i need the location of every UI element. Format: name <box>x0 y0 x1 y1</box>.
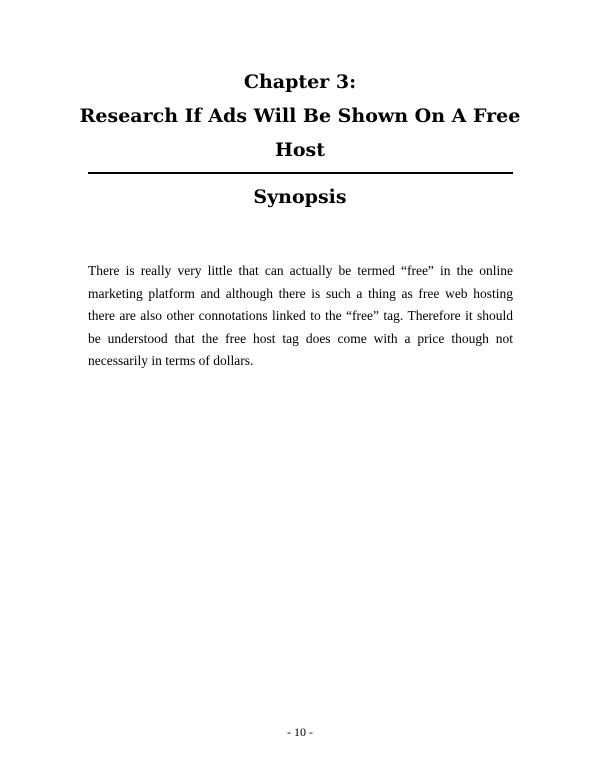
chapter-heading-number: Chapter 3: <box>243 71 357 93</box>
chapter-heading-title-line: Research If Ads Will Be Shown On A Free <box>79 105 521 127</box>
heading-divider <box>88 172 513 174</box>
chapter-heading-title-continuation: Host <box>274 139 326 161</box>
section-title: Synopsis <box>253 186 347 208</box>
synopsis-paragraph: There is really very little that can actually be termed “free” in the online marketing platform and although there is such a thing as free web hosting there are also other connotations linked to the “free” tag. Therefore it should be understood that the free host tag does come with a price though not necessarily in terms of dollars. <box>88 263 513 368</box>
page-number: - 10 - <box>287 725 313 739</box>
